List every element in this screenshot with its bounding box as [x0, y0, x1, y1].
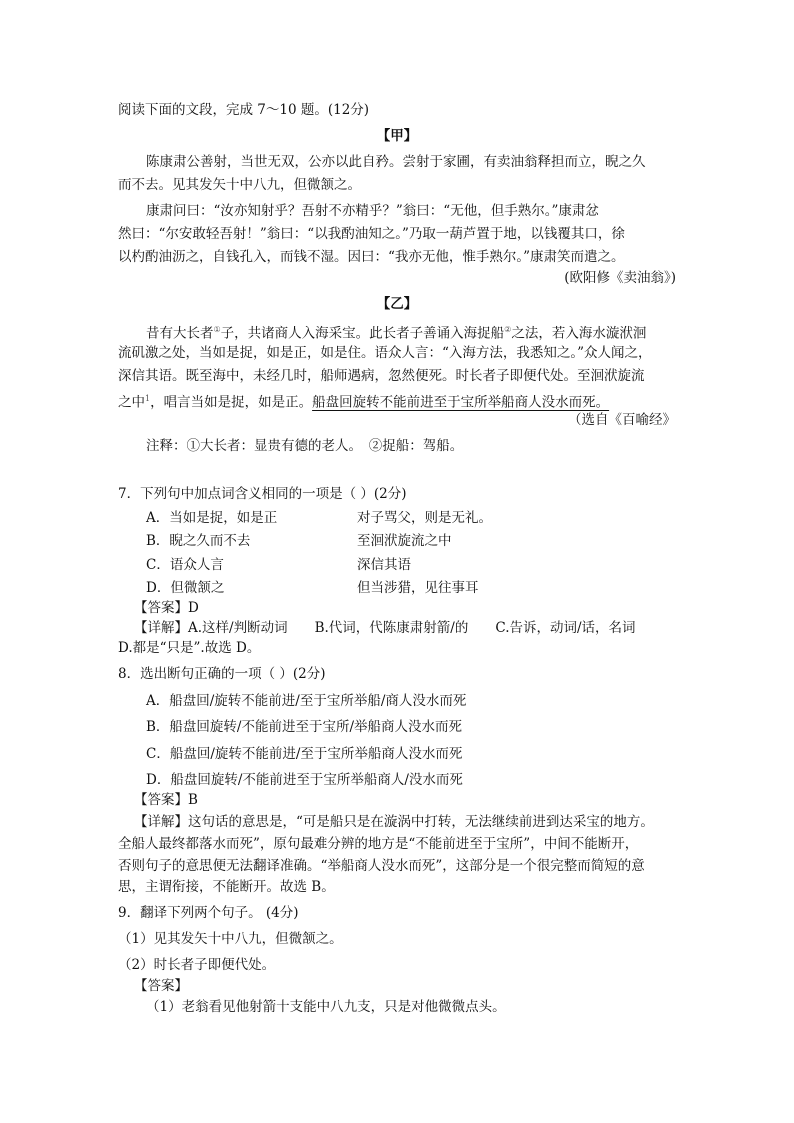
q8-explain-line1: 【详解】这句话的意思是，“可是船只是在漩涡中打转，无法继续前进到达采宝的地方。: [134, 814, 654, 830]
yi-line1: [146, 320, 646, 344]
passage-yi-heading: 【乙】: [376, 296, 418, 312]
jia-p2-line3: 以杓酌油沥之，自钱孔入，而钱不湿。因曰：“我亦无他，惟手熟尔。”康肃笑而遣之。: [118, 249, 625, 265]
footnote-marker-1: ①: [213, 325, 221, 334]
yi-line3: 深信其语。既至海中，未经几时，船师遇病，忽然便死。时长者子即便代处。至洄洑旋流: [118, 368, 645, 384]
q7-option-d-left: D．但微颔之: [146, 580, 225, 596]
q9-answer: 【答案】: [134, 978, 188, 994]
q9-answer-1: （1）老翁看见他射箭十支能中八九支，只是对他微微点头。: [146, 999, 506, 1015]
intro-line: 阅读下面的文段，完成 7～10 题。(12分): [118, 102, 370, 118]
yi-note: 注释：①大长者：显贵有德的老人。 ②捉船：驾船。: [146, 438, 464, 454]
yi-line4-a: 之中: [118, 394, 145, 411]
footnote-marker-2: ②: [504, 325, 512, 334]
q8-option-a: A．船盘回/旋转不能前进/至于宝所举船/商人没水而死: [146, 693, 467, 709]
q9-item-1: （1）见其发矢十中八九，但微颔之。: [118, 931, 343, 947]
yi-line4-b: ，唱言当如是捉，如是正。: [150, 394, 313, 411]
jia-p1-line2: 而不去。见其发矢十中八九，但微颔之。: [118, 177, 361, 193]
q7-answer: 【答案】D: [134, 600, 199, 616]
q7-option-b-right: 至洄洑旋流之中: [357, 533, 452, 549]
yi-line1-b: 子，共诸商人入海采宝。此长者子善诵入海捉船: [220, 325, 505, 342]
yi-source: （选自《百喻经》: [568, 412, 676, 428]
yi-line4: [118, 389, 609, 413]
q7-explain-line2: D.都是“只是”.故选 D。: [118, 640, 261, 656]
q7-option-b-left: B．睨之久而不去: [146, 533, 251, 549]
q7-option-a-right: 对子骂父，则是无礼。: [357, 510, 492, 526]
q8-explain-line3: 否则句子的意思便无法翻译准确。“举船商人没水而死”，这部分是一个很完整而简短的意: [118, 858, 645, 874]
q8-option-b: B．船盘回旋转/不能前进至于宝所/举船商人没水而死: [146, 719, 463, 735]
passage-jia-heading: 【甲】: [376, 128, 418, 144]
yi-line2: 流矶激之处，当如是捉，如是正，如是住。语众人言：“入海方法，我悉知之。”众人闻之，: [118, 345, 652, 361]
jia-p2-line2: 然曰：“尔安敢轻吾射！”翁曰：“以我酌油知之。”乃取一葫芦置于地，以钱覆其口，徐: [118, 226, 625, 242]
q9-stem: 9．翻译下列两个句子。 (4分): [118, 905, 299, 921]
q8-option-c: C．船盘回/旋转不能前进/至于宝所举船商人没水而死: [146, 746, 463, 762]
q9-item-2: （2）时长者子即便代处。: [118, 957, 276, 973]
q7-stem: 7．下列句中加点词含义相同的一项是（ ）(2分): [118, 486, 407, 502]
q8-explain-line2: 全船人最终都落水而死”，原句最难分辨的地方是“不能前进至于宝所”，中间不能断开，: [118, 836, 639, 852]
underlined-sentence: 船盘回旋转不能前进至于宝所举船商人没水而死。: [312, 394, 610, 411]
q7-explain-line1: 【详解】A.这样/判断动词 B.代词，代陈康肃射箭/的 C.告诉，动词/话，名词: [134, 620, 636, 636]
q7-option-c-right: 深信其语: [357, 557, 411, 573]
q8-option-d: D．船盘回旋转/不能前进至于宝所举船商人/没水而死: [146, 772, 463, 788]
q7-option-a-left: A．当如是捉，如是正: [146, 510, 278, 526]
q8-stem: 8．选出断句正确的一项（ ）(2分): [118, 666, 326, 682]
q7-option-d-right: 但当涉猎，见往事耳: [357, 580, 479, 596]
jia-p1-line1: 陈康肃公善射，当世无双，公亦以此自矜。尝射于家圃，有卖油翁释担而立，睨之久: [146, 154, 646, 170]
jia-p2-line1: 康肃问曰：“汝亦知射乎？吾射不亦精乎？”翁曰：“无他，但手熟尔。”康肃忿: [146, 203, 599, 219]
q8-explain-line4: 思，主谓衔接，不能断开。故选 B。: [118, 879, 335, 895]
jia-source: (欧阳修《卖油翁》): [564, 270, 676, 286]
yi-line4-marker: 1: [145, 394, 151, 403]
yi-line1-c: 之法，若入海水漩洑洄: [511, 325, 647, 342]
yi-line1-a: 昔有大长者: [146, 325, 214, 342]
q8-answer: 【答案】B: [134, 792, 198, 808]
q7-option-c-left: C．语众人言: [146, 557, 224, 573]
